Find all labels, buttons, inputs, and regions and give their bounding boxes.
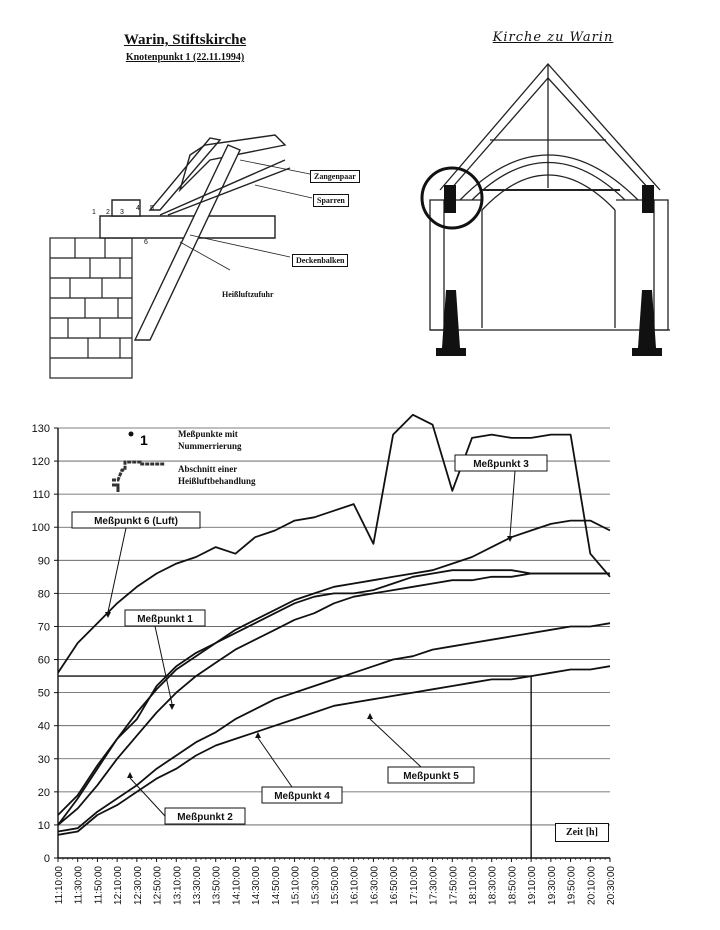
label-deckenbalken: Deckenbalken (292, 254, 348, 267)
x-tick-label: 19:30:00 (546, 866, 558, 905)
x-tick-label: 11:10:00 (54, 866, 65, 905)
y-tick-label: 50 (37, 687, 50, 700)
series-line (58, 521, 610, 825)
x-tick-label: 19:10:00 (527, 866, 539, 905)
x-tick-label: 12:50:00 (152, 866, 164, 905)
x-tick-label: 14:30:00 (251, 866, 263, 905)
x-tick-label: 17:30:00 (428, 866, 440, 905)
x-tick-label: 16:30:00 (369, 866, 381, 905)
callout-leader (108, 528, 126, 612)
series-callouts (72, 455, 547, 824)
label-sparren: Sparren (313, 194, 349, 207)
x-tick-label: 14:50:00 (270, 866, 282, 905)
legend-section-label: Abschnitt einer Heißluftbehandlung (178, 464, 256, 486)
series-label: Meßpunkt 2 (177, 812, 233, 823)
point-number: 6 (144, 239, 148, 246)
church-caption: Kirche zu Warin (492, 30, 614, 45)
y-tick-label: 0 (43, 853, 50, 865)
y-tick-label: 60 (37, 654, 50, 667)
callout-arrowhead (127, 772, 133, 778)
x-tick-label: 11:30:00 (73, 866, 85, 905)
page-title: Warin, Stiftskirche (123, 32, 247, 48)
x-tick-label: 20:10:00 (586, 866, 598, 905)
y-tick-label: 10 (37, 819, 50, 832)
x-tick-label: 18:30:00 (487, 866, 499, 905)
x-tick-label: 13:50:00 (211, 866, 223, 905)
x-tick-label: 15:50:00 (330, 866, 341, 905)
label-heissluftzufuhr: Heißluftzufuhr (222, 290, 274, 299)
point-number: 3 (120, 209, 124, 216)
chart-legend (112, 432, 165, 493)
x-tick-label: 11:50:00 (93, 866, 105, 905)
point-number: 5 (150, 205, 154, 212)
series-label: Meßpunkt 4 (274, 791, 330, 802)
chart-tick-labels (32, 423, 617, 905)
legend-marker-label: Meßpunkte mit Nummerrierung (178, 429, 242, 451)
y-tick-label: 100 (31, 522, 50, 535)
legend-marker-dot (129, 432, 134, 437)
y-tick-label: 130 (31, 423, 50, 435)
callout-arrowhead (367, 713, 373, 719)
y-tick-label: 20 (37, 786, 50, 799)
y-tick-label: 30 (37, 753, 50, 766)
label-zangenpaar: Zangenpaar (310, 170, 360, 183)
point-number: 1 (92, 209, 96, 216)
x-tick-label: 20:30:00 (606, 866, 617, 905)
callout-leader (258, 738, 292, 787)
x-tick-label: 15:30:00 (310, 866, 322, 905)
legend-marker-symbol: 1 (140, 432, 148, 448)
x-tick-label: 14:10:00 (231, 866, 243, 905)
x-axis-label: Zeit [h] (555, 823, 609, 842)
callout-arrowhead (169, 704, 175, 710)
y-tick-label: 80 (37, 588, 50, 601)
y-tick-label: 70 (37, 621, 50, 634)
x-tick-label: 13:10:00 (172, 866, 184, 905)
y-tick-label: 120 (31, 456, 50, 469)
legend-section-line-tail (112, 485, 118, 492)
page-subtitle: Knotenpunkt 1 (22.11.1994) (125, 52, 245, 63)
x-tick-label: 18:50:00 (507, 866, 519, 905)
series-label: Meßpunkt 6 (Luft) (94, 516, 178, 527)
x-tick-label: 16:50:00 (389, 866, 401, 905)
x-tick-label: 16:10:00 (349, 866, 361, 905)
y-tick-label: 110 (32, 489, 50, 502)
callout-leader (370, 719, 421, 767)
x-tick-label: 17:50:00 (448, 866, 460, 905)
x-tick-label: 18:10:00 (468, 866, 479, 905)
legend-section-line (112, 462, 165, 480)
x-tick-label: 13:30:00 (192, 866, 203, 905)
callout-leader (510, 471, 515, 536)
point-number: 2 (106, 209, 110, 216)
y-tick-label: 40 (37, 720, 50, 733)
x-tick-label: 17:10:00 (408, 866, 420, 905)
x-tick-label: 12:30:00 (132, 866, 144, 905)
series-label: Meßpunkt 3 (473, 459, 529, 470)
point-number: 4 (136, 205, 140, 212)
series-line (58, 666, 610, 835)
y-tick-label: 90 (37, 555, 50, 568)
x-tick-label: 19:50:00 (566, 866, 578, 905)
series-label: Meßpunkt 5 (403, 771, 459, 782)
x-tick-label: 12:10:00 (113, 866, 125, 905)
x-tick-label: 15:10:00 (290, 866, 302, 905)
series-label: Meßpunkt 1 (137, 614, 193, 625)
